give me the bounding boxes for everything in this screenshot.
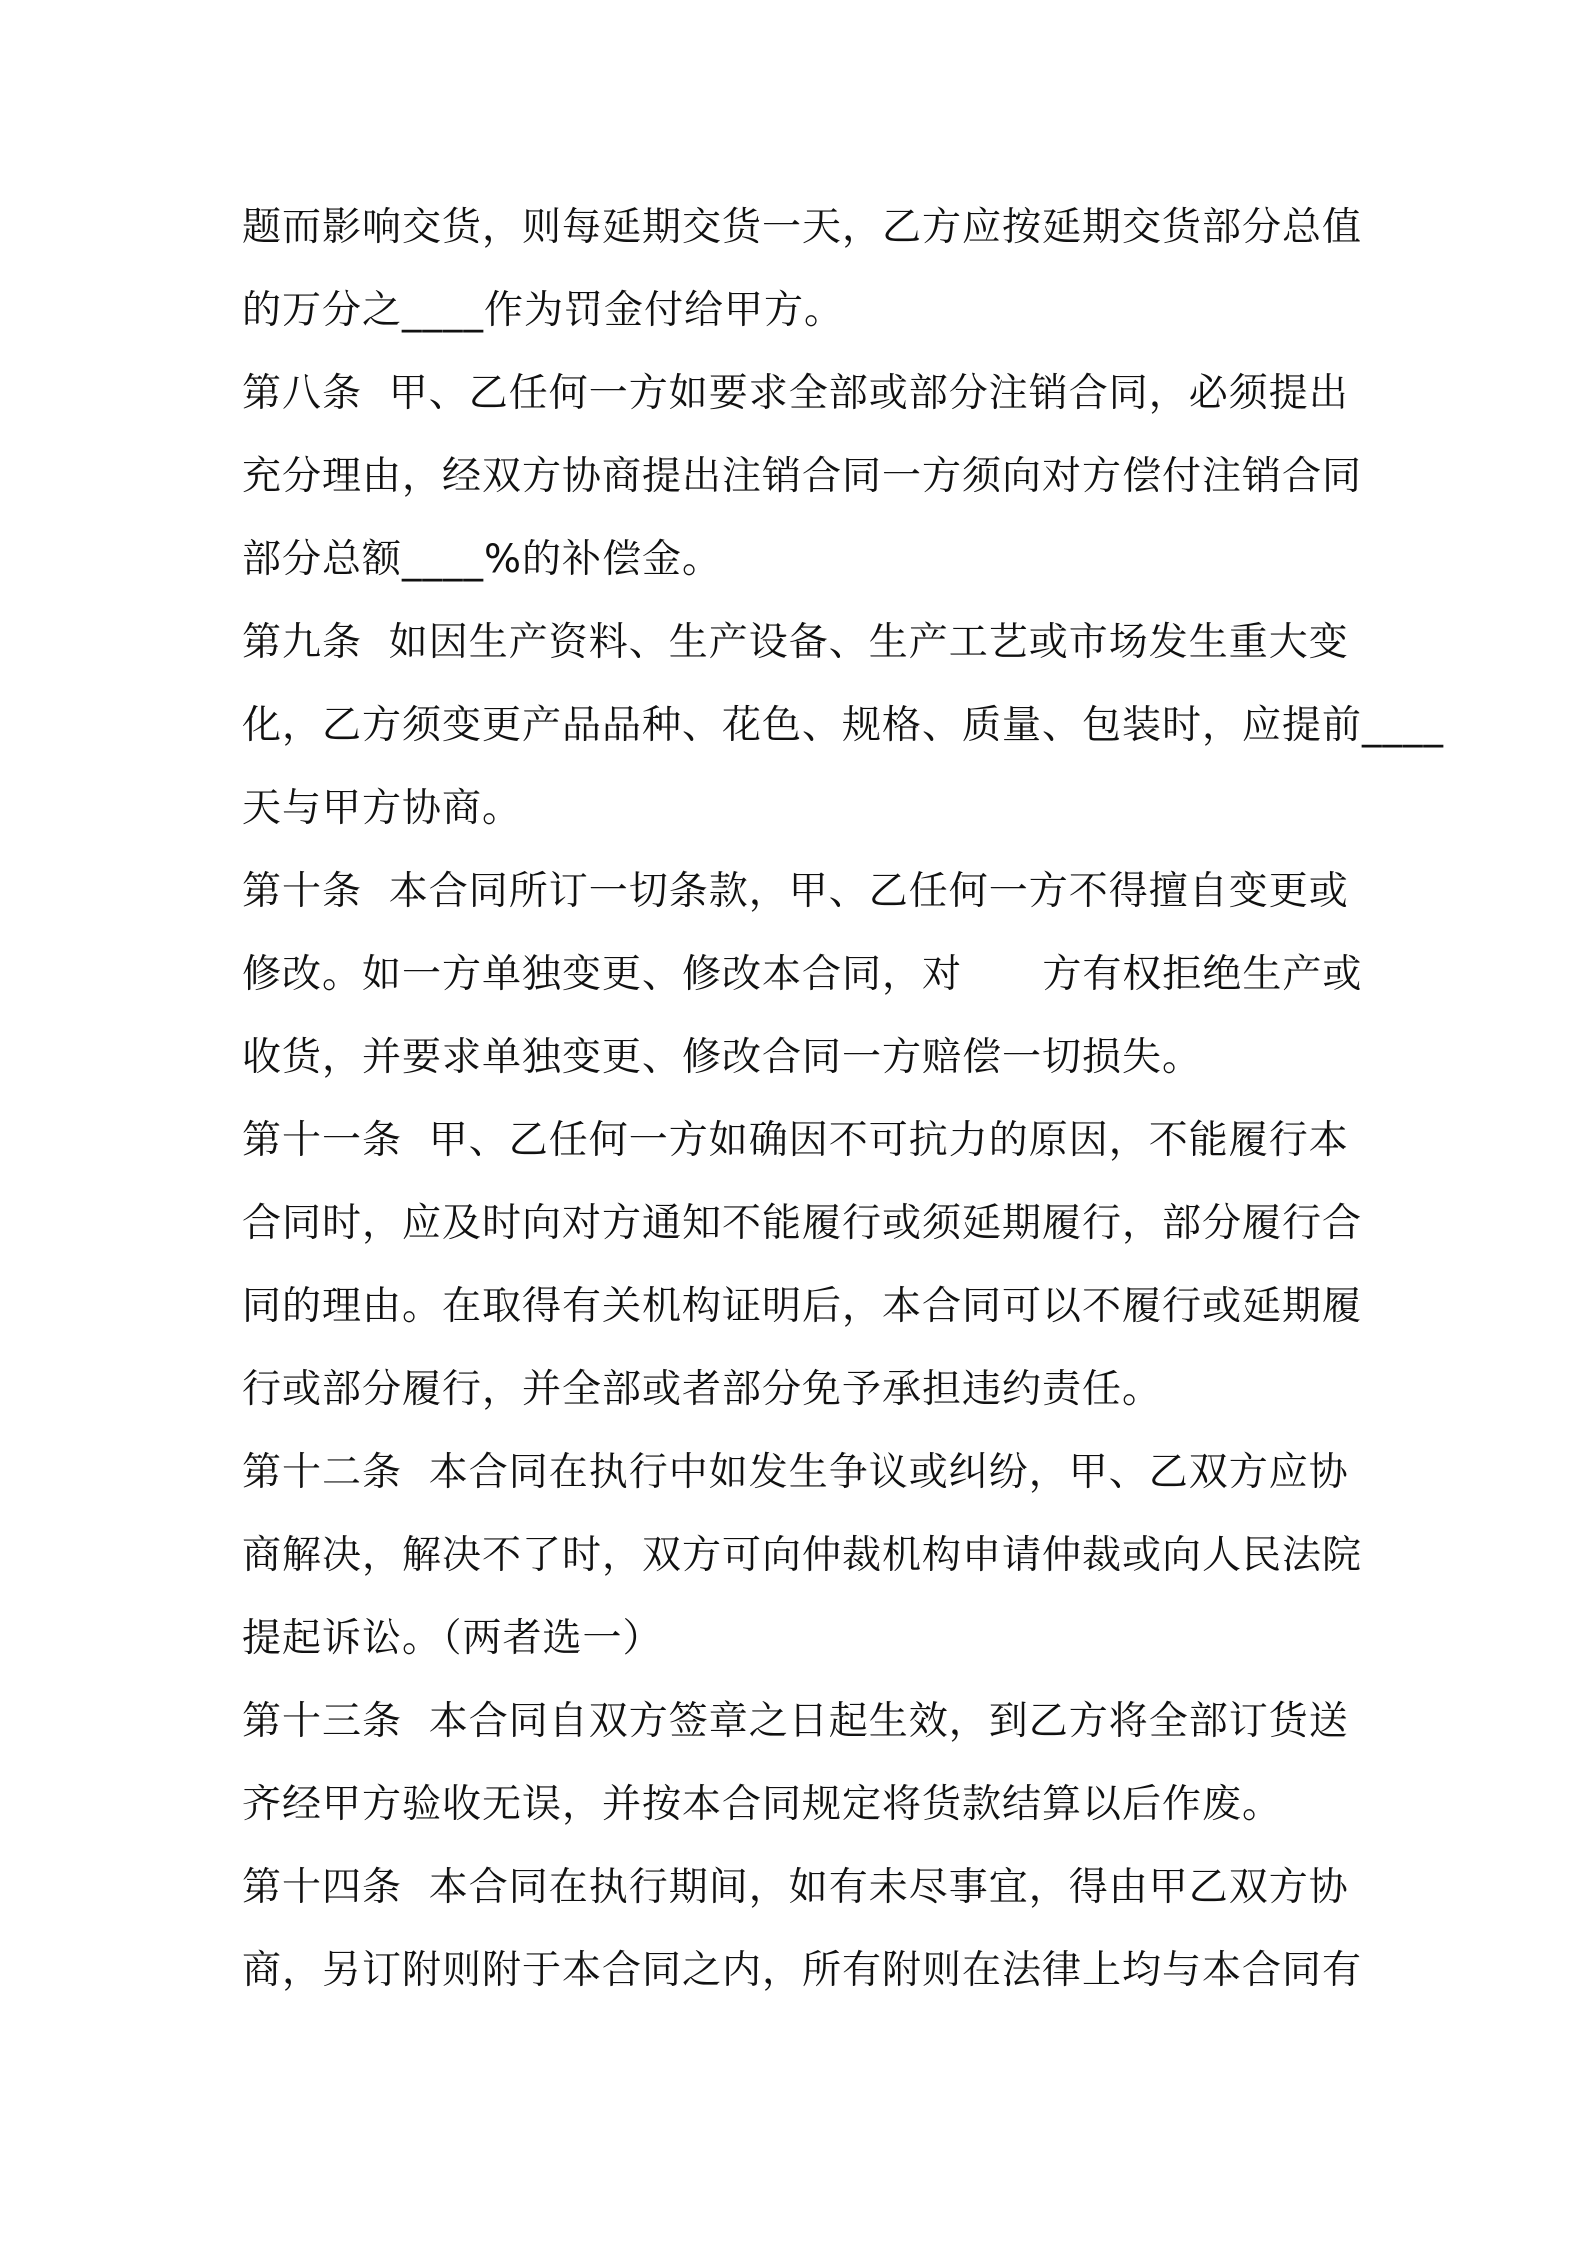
text-line: 部分总额____%的补偿金。 xyxy=(242,537,723,582)
text-line: 商解决，解决不了时，双方可向仲裁机构申请仲裁或向人民法院 xyxy=(242,1533,1363,1578)
text-line: 化，乙方须变更产品品种、花色、规格、质量、包装时，应提前____ xyxy=(242,703,1445,748)
text-line: 合同时，应及时向对方通知不能履行或须延期履行，部分履行合 xyxy=(242,1201,1363,1246)
text-line: 提起诉讼。（两者选一） xyxy=(242,1616,663,1661)
clause-8-heading-line: 第八条 甲、乙任何一方如要求全部或部分注销合同，必须提出 xyxy=(242,371,1349,416)
text-line: 的万分之____作为罚金付给甲方。 xyxy=(242,288,845,333)
text-line: 行或部分履行，并全部或者部分免予承担违约责任。 xyxy=(242,1367,1163,1412)
clause-12-heading-line: 第十二条 本合同在执行中如发生争议或纠纷，甲、乙双方应协 xyxy=(242,1450,1349,1495)
text-line: 修改。如一方单独变更、修改本合同，对 方有权拒绝生产或 xyxy=(242,952,1363,997)
text-line: 天与甲方协商。 xyxy=(242,786,523,831)
text-line: 齐经甲方验收无误，并按本合同规定将货款结算以后作废。 xyxy=(242,1782,1283,1827)
text-line: 题而影响交货，则每延期交货一天，乙方应按延期交货部分总值 xyxy=(242,205,1363,250)
text-line: 同的理由。在取得有关机构证明后，本合同可以不履行或延期履 xyxy=(242,1284,1363,1329)
clause-9-heading-line: 第九条 如因生产资料、生产设备、生产工艺或市场发生重大变 xyxy=(242,620,1349,665)
text-line: 收货，并要求单独变更、修改合同一方赔偿一切损失。 xyxy=(242,1035,1203,1080)
clause-14-heading-line: 第十四条 本合同在执行期间，如有未尽事宜，得由甲乙双方协 xyxy=(242,1865,1349,1910)
clause-10-heading-line: 第十条 本合同所订一切条款，甲、乙任何一方不得擅自变更或 xyxy=(242,869,1349,914)
clause-11-heading-line: 第十一条 甲、乙任何一方如确因不可抗力的原因，不能履行本 xyxy=(242,1118,1349,1163)
text-line: 充分理由，经双方协商提出注销合同一方须向对方偿付注销合同 xyxy=(242,454,1363,499)
clause-13-heading-line: 第十三条 本合同自双方签章之日起生效，到乙方将全部订货送 xyxy=(242,1699,1349,1744)
text-line: 商，另订附则附于本合同之内，所有附则在法律上均与本合同有 xyxy=(242,1948,1363,1993)
